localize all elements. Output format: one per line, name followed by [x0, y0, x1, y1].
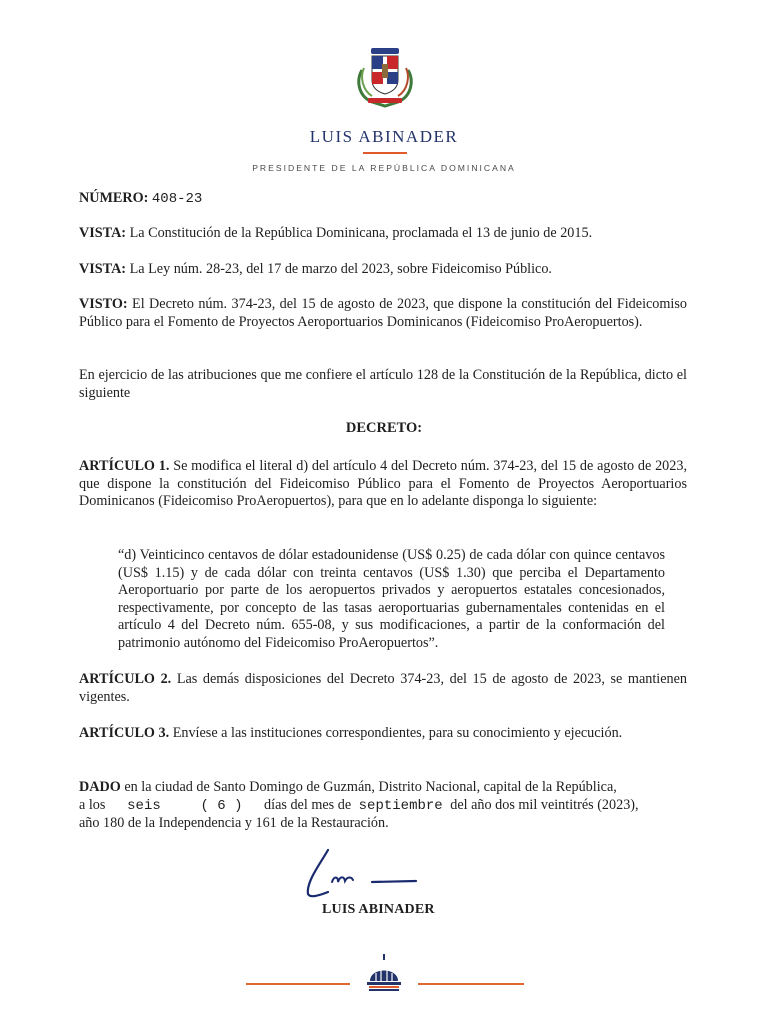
footer-line-right	[418, 983, 524, 985]
dado-day-number: ( 6 )	[200, 797, 243, 814]
dado-paragraph	[79, 779, 687, 833]
dado-label: DADO	[79, 779, 121, 795]
dado-line-3: año 180 de la Independencia y 161 de la Restauración.	[79, 815, 389, 831]
decree-number	[79, 190, 687, 209]
vista-ley	[79, 261, 687, 279]
articulo-3	[79, 725, 687, 743]
visto-label: VISTO:	[79, 296, 128, 312]
vista2-label: VISTA:	[79, 261, 127, 277]
art2-label: ARTÍCULO 2.	[79, 671, 172, 687]
numero-label: NÚMERO:	[79, 190, 149, 206]
art1-label: ARTÍCULO 1.	[79, 458, 170, 474]
coat-of-arms-emblem	[354, 40, 416, 108]
footer-line-left	[246, 983, 350, 985]
visto-decreto	[79, 296, 687, 331]
dado-year: del año dos mil veintitrés (2023),	[450, 796, 639, 813]
vista1-text: La Constitución de la República Dominicana, proclamada el 13 de junio de 2015.	[129, 225, 593, 241]
dado-line-2	[79, 797, 687, 816]
palace-dome-icon	[362, 953, 406, 993]
signature-name: LUIS ABINADER	[322, 902, 435, 917]
art1-text: Se modifica el literal d) del artículo 4 del Decreto núm. 374-23, del 15 de agosto de 2023, que dispone la constitución del Fideicomiso Público para el Fomento de Proyectos Aeroportuarios Dominicanos (Fideicomiso ProAeropuertos), para que en lo adelante disponga lo siguiente:	[79, 458, 688, 509]
dado-month: septiembre	[358, 797, 443, 814]
vista2-text: La Ley núm. 28-23, del 17 de marzo del 2023, sobre Fideicomiso Público.	[129, 261, 552, 277]
dado-line1-text: en la ciudad de Santo Domingo de Guzmán, Distrito Nacional, capital de la República,	[124, 779, 617, 795]
dado-dias-del-mes: días del mes de	[264, 796, 352, 813]
art3-label: ARTÍCULO 3.	[79, 725, 170, 741]
dado-line-1	[79, 779, 687, 797]
header-subtitle: PRESIDENTE DE LA REPÚBLICA DOMINICANA	[252, 163, 516, 173]
header-accent-line	[363, 152, 407, 154]
dado-a-los: a los	[79, 796, 106, 813]
header-president-name: LUIS ABINADER	[309, 127, 459, 146]
decreto-heading: DECRETO:	[345, 420, 423, 436]
handwritten-signature	[298, 846, 418, 901]
vista-constitucion	[79, 225, 687, 243]
articulo-2	[79, 671, 687, 706]
numero-value: 408-23	[151, 191, 203, 207]
art3-text: Envíese a las instituciones correspondientes, para su conocimiento y ejecución.	[172, 725, 623, 741]
art2-text: Las demás disposiciones del Decreto 374-23, del 15 de agosto de 2023, se mantienen vigentes.	[79, 671, 688, 705]
dado-day-word: seis	[127, 797, 161, 814]
articulo-1	[79, 458, 687, 511]
vista1-label: VISTA:	[79, 225, 127, 241]
literal-d-quote: “d) Veinticinco centavos de dólar estadounidense (US$ 0.25) de cada dólar con quince centavos (US$ 1.15) y de cada dólar con treinta centavos (US$ 1.30) que perciba el Departamento Aeroportuario por parte de los aeropuertos privados y aeropuertos estatales concesionados, respectivamente, por concepto de las tasas aeroportuarias gubernamentales contenidas en el artículo 4 del Decreto núm. 655-08, y sus modificaciones, a partir de la conformación del patrimonio autónomo del Fideicomiso ProAeropuertos”.	[118, 547, 665, 651]
visto-text: El Decreto núm. 374-23, del 15 de agosto de 2023, que dispone la constitución del Fideicomiso Público para el Fomento de Proyectos Aeroportuarios Dominicanos (Fideicomiso ProAeropuertos).	[79, 296, 687, 330]
ejercicio-paragraph: En ejercicio de las atribuciones que me confiere el artículo 128 de la Constitución de la República, dicto el siguiente	[79, 367, 687, 401]
